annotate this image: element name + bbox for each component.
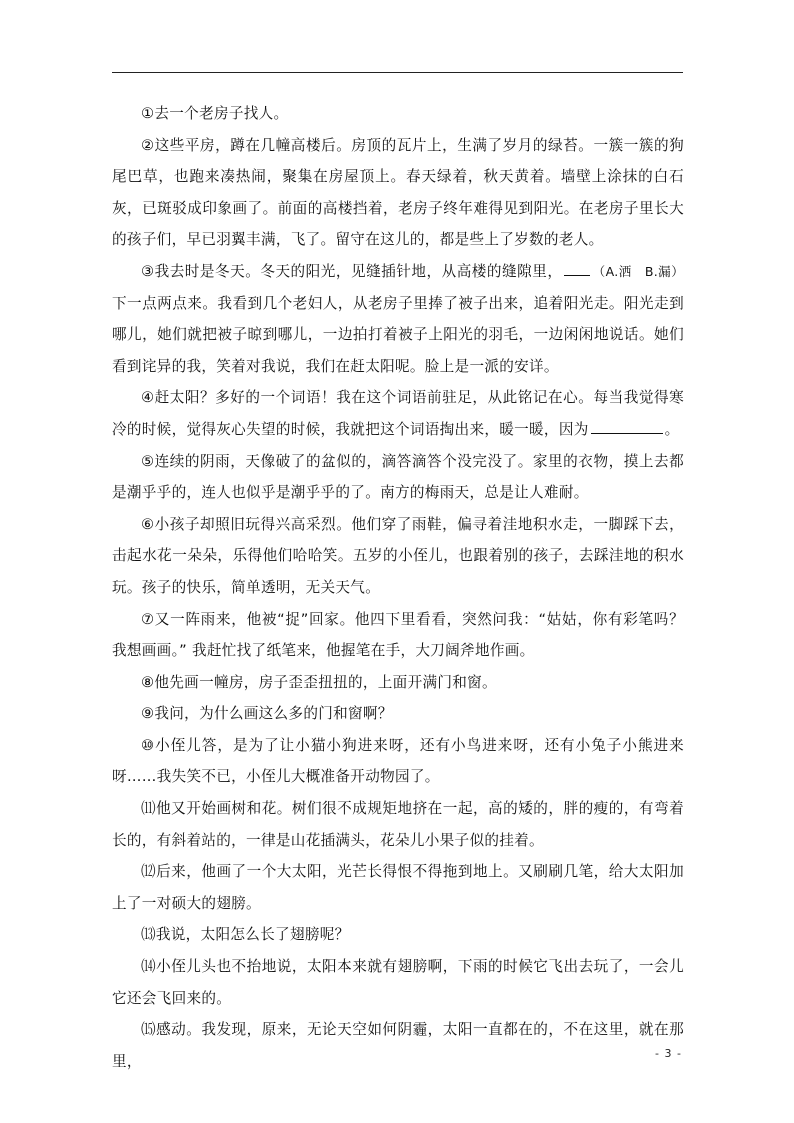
paragraph-13: ⒀我说，太阳怎么长了翅膀呢？ — [141, 926, 350, 944]
paragraph-6: ⑥小孩子却照旧玩得兴高采烈。他们穿了雨鞋，偏寻着洼地积水走，一脚踩下去，击起水花一朵朵，乐得他们哈哈笑。五岁的小侄儿，也跟着别的孩子，去踩洼地的积水玩。孩子的快乐，简单透明，无关天气。 — [112, 515, 684, 596]
paragraph-2: ②这些平房，蹲在几幢高楼后。房顶的瓦片上，生满了岁月的绿苔。一簇一簇的狗尾巴草，也跑来凑热闹，聚集在房屋顶上。春天绿着，秋天黄着。墙壁上涂抹的白石灰，已斑驳成印象画了。前面的高楼挡着，老房子终年难得见到阳光。在老房子里长大的孩子们，早已羽翼丰满，飞了。留守在这儿的，都是些上了岁数的老人。 — [112, 136, 684, 249]
paragraph-10: ⑩小侄儿答，是为了让小猫小狗进来呀，还有小鸟进来呀，还有小兔子小熊进来呀……我失笑不已，小侄儿大概准备开动物园了。 — [112, 736, 684, 786]
paragraph-3-before: ③我去时是冬天。冬天的阳光，见缝插针地，从高楼的缝隙里， — [141, 262, 563, 280]
paragraph-14: ⒁小侄儿头也不抬地说，太阳本来就有翅膀啊，下雨的时候它飞出去玩了，一会儿它还会飞回来的。 — [112, 958, 684, 1007]
paragraph-1: ①去一个老房子找人。 — [141, 105, 289, 122]
page-number: - 3 - — [655, 1047, 682, 1060]
paragraph-8: ⑧他先画一幢房，房子歪歪扭扭的，上面开满门和窗。 — [141, 673, 497, 691]
paragraph-4-after: 。 — [664, 420, 680, 438]
paragraph-4-before: ④赶太阳？多好的一个词语！我在这个词语前驻足，从此铭记在心。每当我觉得寒冷的时候，觉得灰心失望的时候，我就把这个词语掏出来，暖一暖，因为 — [112, 389, 684, 438]
paragraph-4 — [112, 382, 684, 445]
answer-choices: （A.洒 B.漏） — [592, 263, 684, 279]
header-rule — [112, 72, 683, 73]
paragraph-3-after: 下一点两点来。我看到几个老妇人，从老房子里捧了被子出来，追着阳光走。阳光走到哪儿，她们就把被子晾到哪儿，一边拍打着被子上阳光的羽毛，一边闲闲地说话。她们看到诧异的我，笑着对我说，我们在赶太阳呢。脸上是一派的安详。 — [112, 294, 684, 375]
article-body — [112, 98, 684, 1077]
paragraph-7: ⑦又一阵雨来，他被“捉”回家。他四下里看看，突然问我：“姑姑，你有彩笔吗？我想画画。” 我赶忙找了纸笔来，他握笔在手，大刀阔斧地作画。 — [112, 610, 684, 660]
paragraph-15: ⒂感动。我发现，原来，无论天空如何阴霾，太阳一直都在的，不在这里，就在那里， — [112, 1021, 684, 1070]
paragraph-12: ⑿后来，他画了一个大太阳，光芒长得恨不得拖到地上。又刷刷几笔，给大太阳加上了一对硕大的翅膀。 — [112, 863, 684, 912]
paragraph-5: ⑤连续的阴雨，天像破了的盆似的，滴答滴答个没完没了。家里的衣物，摸上去都是潮乎乎的，连人也似乎是潮乎乎的了。南方的梅雨天，总是让人难耐。 — [112, 452, 684, 502]
paragraph-3 — [112, 256, 684, 382]
fill-blank-reason[interactable] — [591, 418, 663, 434]
fill-blank-verb[interactable] — [564, 260, 590, 276]
paragraph-9: ⑨我问，为什么画这么多的门和窗啊？ — [141, 705, 393, 723]
paragraph-11: ⑾他又开始画树和花。树们很不成规矩地挤在一起，高的矮的，胖的瘦的，有弯着长的，有斜着站的，一律是山花插满头，花朵儿小果子似的挂着。 — [112, 800, 684, 849]
